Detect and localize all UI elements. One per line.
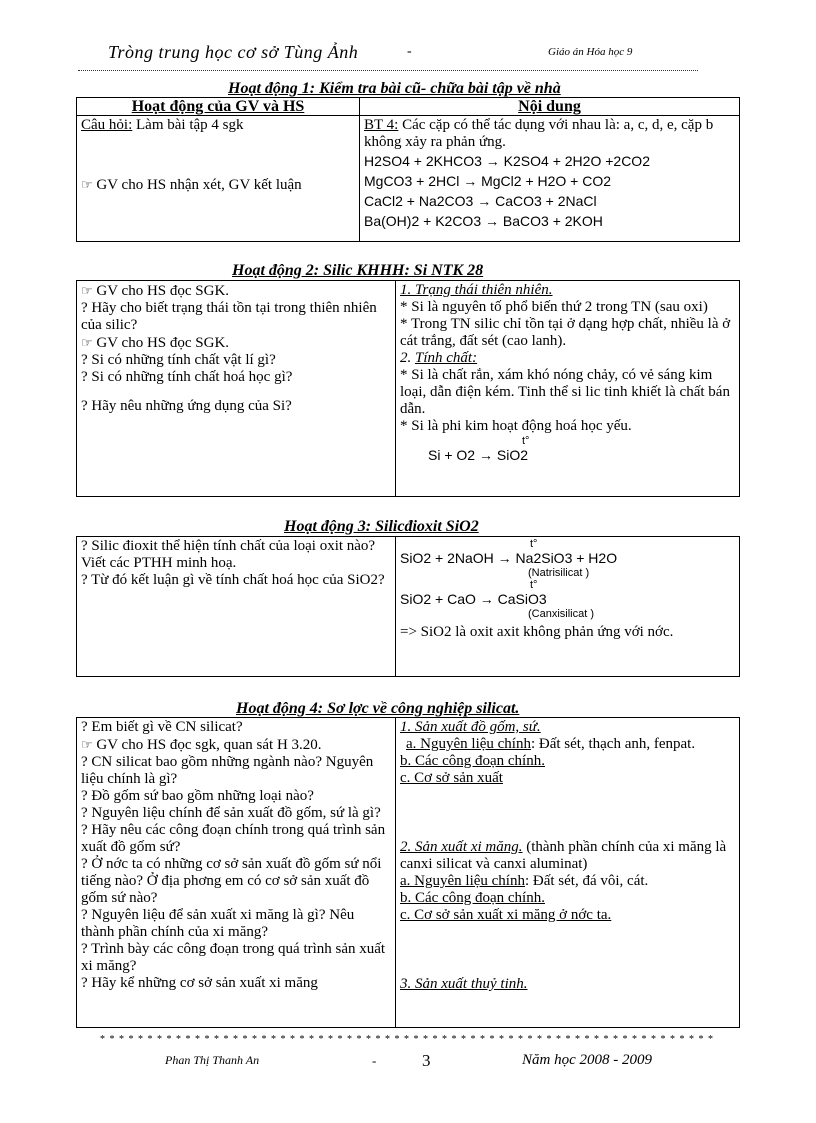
activity1-right-cell: [360, 116, 740, 242]
a2-heading-2: Tính chất:: [415, 350, 478, 366]
arrow-icon: →: [478, 447, 493, 463]
a3-temp-1: t°: [530, 538, 538, 550]
activity3-right-cell: [396, 537, 740, 677]
a2-eq-left: Si + O2: [428, 447, 476, 463]
teacher-name: Phan Thị Thanh An: [165, 1053, 260, 1067]
activity2-left-cell: [77, 281, 396, 497]
eq1-left: H2SO4 + 2KHCO3: [364, 153, 482, 169]
a4-heading-2-text: (thành phần chính của xi măng là canxi silicat và canxi aluminat): [400, 839, 727, 872]
activity1-title: Hoạt động 1: Kiểm tra bài cũ- chữa bài tập về nhà: [228, 80, 561, 97]
a2-para-1: * Si là nguyên tố phổ biến thứ 2 trong TN (sau oxi): [400, 299, 708, 315]
a4-heading-2: 2. Sản xuất xi măng.: [400, 839, 523, 855]
activity3-table: [76, 536, 740, 677]
pointing-hand-icon: ☞: [81, 283, 93, 298]
a2-para-4: * Si là phi kim hoạt động hoá học yếu.: [400, 418, 632, 434]
eq2-right: MgCl2 + H2O + CO2: [481, 173, 612, 189]
a4-left-2: ? CN silicat bao gồm những ngành nào? Nguyên liệu chính là gì?: [81, 754, 374, 787]
a4-left-0: ? Em biết gì về CN silicat?: [81, 719, 243, 735]
eq1-right: K2SO4 + 2H2O +2CO2: [503, 153, 650, 169]
school-year: Năm học 2008 - 2009: [522, 1052, 652, 1068]
header-dash: -: [407, 44, 412, 59]
a2-para-2: * Trong TN silic chỉ tồn tại ở dạng hợp chất, nhiều là ở cát trắng, đất sét (cao lanh).: [400, 316, 731, 349]
a3-temp-2: t°: [530, 579, 538, 591]
a4-heading-3: 3. Sản xuất thuỷ tinh.: [400, 976, 528, 992]
a3-eq1-right: Na2SiO3 + H2O: [515, 550, 618, 566]
a3-eq1-left: SiO2 + 2NaOH: [400, 550, 494, 566]
footer-dash: -: [372, 1053, 377, 1068]
eq4-left: Ba(OH)2 + K2CO3: [364, 213, 482, 229]
arrow-icon: →: [479, 591, 494, 607]
activity2-title: Hoạt động 2: Silic KHHH: Si NTK 28: [232, 262, 484, 279]
pointing-hand-icon: ☞: [81, 335, 93, 350]
a4-left-5: ? Hãy nêu các công đoạn chính trong quá trình sản xuất đồ gốm sứ?: [81, 822, 386, 855]
activity4-left-cell: [77, 718, 396, 1028]
arrow-icon: →: [463, 173, 478, 189]
a4-a2-text: : Đất sét, đá vôi, cát.: [524, 873, 649, 889]
eq4-right: BaCO3 + 2KOH: [502, 213, 603, 229]
arrow-icon: →: [485, 213, 499, 229]
arrow-icon: →: [485, 153, 500, 169]
a4-left-1: GV cho HS đọc sgk, quan sát H 3.20.: [96, 737, 322, 753]
activity1-left-cell: [77, 116, 360, 242]
school-name: Tròng trung học cơ sở Tùng Ảnh: [108, 42, 359, 62]
a3-eq1-note: (Natrisilicat ): [528, 567, 590, 579]
eq3-right: CaCO3 + 2NaCl: [495, 193, 597, 209]
a3-left-1: ? Silic đioxit thể hiện tính chất của loại oxit nào? Viết các PTHH minh hoạ.: [81, 538, 376, 571]
a2-left-2: GV cho HS đọc SGK.: [96, 335, 230, 351]
exercise-text: Các cặp có thể tác dụng với nhau là: a, c, d, e, cặp b không xảy ra phản ứng.: [364, 117, 714, 150]
a4-a1-text: : Đất sét, thạch anh, fenpat.: [530, 736, 696, 752]
a2-left-3: ? Si có những tính chất vật lí gì?: [81, 352, 276, 368]
exercise-label: BT 4:: [364, 117, 399, 133]
arrow-icon: →: [497, 550, 512, 566]
a2-left-5: ? Hãy nêu những ứng dụng của Si?: [81, 398, 292, 414]
a4-left-7: ? Nguyên liệu để sản xuất xi măng là gì? Nêu thành phần chính của xi măng?: [81, 907, 355, 940]
col-content: Nội dung: [360, 98, 740, 116]
a4-b2: b. Các công đoạn chính.: [400, 890, 545, 906]
a3-left-2: ? Từ đó kết luận gì về tính chất hoá học của SiO2?: [81, 572, 385, 588]
pointing-hand-icon: ☞: [81, 737, 93, 752]
footer-stars: * * * * * * * * * * * * * * * * * * * * * * * * * * * * * * * * * * * * * * * * * * * * * * * * * * * * * * * * * * * * * * * * *: [100, 1034, 714, 1045]
a2-para-3: * Si là chất rắn, xám khó nóng chảy, có vẻ sáng kim loại, dẫn điện kém. Tinh thể si lic tinh khiết là chất bán dẫn.: [400, 367, 730, 417]
question-label: Câu hỏi:: [81, 117, 133, 133]
gv-comment: GV cho HS nhận xét, GV kết luận: [96, 177, 302, 193]
pointing-hand-icon: ☞: [81, 177, 93, 192]
activity3-title: Hoạt động 3: Silicđioxit SiO2: [284, 518, 479, 535]
a4-c1: c. Cơ sở sản xuất: [400, 770, 503, 786]
a2-temp: t°: [522, 435, 530, 447]
activity2-right-cell: [396, 281, 740, 497]
header-divider: [78, 70, 698, 71]
a4-b1: b. Các công đoạn chính.: [400, 753, 545, 769]
subject-label: Giáo án Hóa học 9: [548, 46, 633, 58]
a3-eq2-note: (Canxisilicat ): [528, 608, 595, 620]
a4-a2-label: a. Nguyên liệu chính: [400, 873, 525, 889]
a3-eq2-left: SiO2 + CaO: [400, 591, 476, 607]
a4-left-8: ? Trình bày các công đoạn trong quá trình sản xuất xi măng?: [81, 941, 386, 974]
a4-left-4: ? Nguyên liệu chính để sản xuất đồ gốm, sứ là gì?: [81, 805, 381, 821]
arrow-icon: →: [477, 193, 492, 209]
a4-left-6: ? Ở nớc ta có những cơ sở sản xuất đồ gốm sứ nổi tiếng nào? Ở địa phơng em có cơ sở sản xuất đồ gốm sứ nào?: [81, 856, 382, 906]
a2-heading-1: 1. Trạng thái thiên nhiên.: [400, 282, 553, 298]
a2-heading-2-num: 2.: [400, 350, 415, 366]
a2-eq-right: SiO2: [496, 447, 528, 463]
activity3-left-cell: [77, 537, 396, 677]
a4-c2: c. Cơ sở sản xuất xi măng ở nớc ta.: [400, 907, 612, 923]
a2-left-0: GV cho HS đọc SGK.: [96, 283, 230, 299]
a3-conclusion: => SiO2 là oxit axit không phản ứng với nớc.: [400, 624, 674, 640]
activity1-table: [76, 97, 740, 242]
activity2-table: [76, 280, 740, 497]
a4-left-3: ? Đồ gốm sứ bao gồm những loại nào?: [81, 788, 314, 804]
activity4-right-cell: [396, 718, 740, 1028]
a4-left-9: ? Hãy kể những cơ sở sản xuất xi măng: [81, 975, 318, 991]
activity4-title: Hoạt động 4: Sơ lợc về công nghiệp silicat.: [236, 700, 520, 717]
a4-a1-label: a. Nguyên liệu chính: [406, 736, 531, 752]
a2-left-4: ? Si có những tính chất hoá học gì?: [81, 369, 293, 385]
eq3-left: CaCl2 + Na2CO3: [364, 193, 474, 209]
activity4-table: [76, 717, 740, 1028]
a2-left-1: ? Hãy cho biết trạng thái tồn tại trong thiên nhiên của silic?: [81, 300, 377, 333]
a3-eq2-right: CaSiO3: [497, 591, 547, 607]
col-teacher-student: Hoạt động của GV và HS: [77, 98, 360, 116]
eq2-left: MgCO3 + 2HCl: [364, 173, 460, 189]
page-number: 3: [422, 1051, 431, 1070]
a4-heading-1: 1. Sản xuất đồ gốm, sứ.: [400, 719, 541, 735]
question-text: Làm bài tập 4 sgk: [132, 117, 244, 133]
